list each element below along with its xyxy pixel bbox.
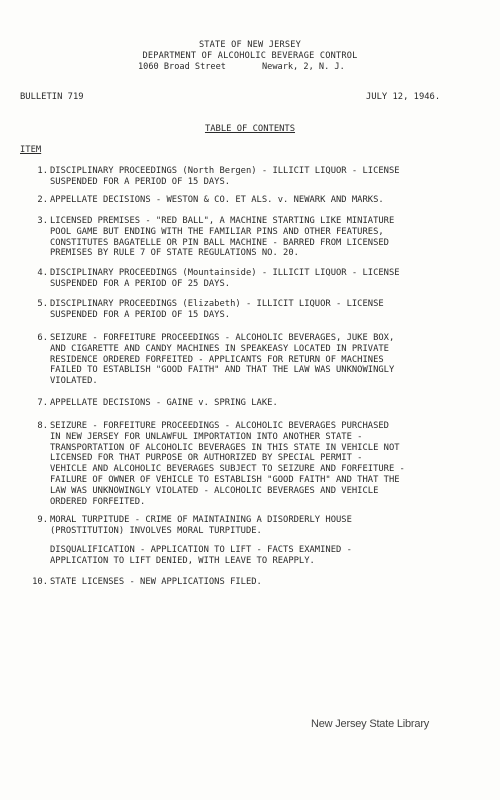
- item-number: 7.: [37, 398, 48, 408]
- table-of-contents-title: TABLE OF CONTENTS: [204, 124, 296, 134]
- item-subtext: DISQUALIFICATION - APPLICATION TO LIFT - FACTS EXAMINED - APPLICATION TO LIFT DENIED, WITH LEAVE TO REAPPLY.: [50, 545, 352, 566]
- item-number: 5.: [37, 299, 48, 309]
- city-address: Newark, 2, N. J.: [262, 62, 345, 72]
- item-text: SEIZURE - FORFEITURE PROCEEDINGS - ALCOHOLIC BEVERAGES PURCHASED IN NEW JERSEY FOR UNLAWFUL IMPORTATION INTO ANOTHER STATE - TRANSPORTATION OF ALCOHOLIC BEVERAGES IN THIS STATE IN VEHICLE NOT LICENSED FOR THAT PURPOSE OR AUTHORIZED BY SPECIAL PERMIT - VEHICLE AND ALCOHOLIC BEVERAGES SUBJECT TO SEIZURE AND FORFEITURE - FAILURE OF OWNER OF VEHICLE TO ESTABLISH "GOOD FAITH" AND THAT THE LAW WAS UNKNOWINGLY VIOLATED - ALCOHOLIC BEVERAGES AND VEHICLE ORDERED FORFEITED.: [50, 421, 405, 507]
- item-text: LICENSED PREMISES - "RED BALL", A MACHINE STARTING LIKE MINIATURE POOL GAME BUT ENDING WITH THE FAMILIAR PINS AND OTHER FEATURES, CONSTITUTES BAGATELLE OR PIN BALL MACHINE - BARRED FROM LICENSED PREMISES BY RULE 7 OF STATE REGULATIONS NO. 20.: [50, 216, 395, 259]
- department-heading: DEPARTMENT OF ALCOHOLIC BEVERAGE CONTROL: [142, 51, 358, 61]
- street-address: 1060 Broad Street: [138, 62, 226, 72]
- item-text: APPELLATE DECISIONS - WESTON & CO. ET ALS. v. NEWARK AND MARKS.: [50, 195, 384, 205]
- item-number: 1.: [37, 166, 48, 176]
- item-text: STATE LICENSES - NEW APPLICATIONS FILED.: [50, 577, 262, 587]
- item-number: 3.: [37, 216, 48, 226]
- item-text: DISCIPLINARY PROCEEDINGS (North Bergen) - ILLICIT LIQUOR - LICENSE SUSPENDED FOR A PERIOD OF 15 DAYS.: [50, 166, 400, 187]
- state-heading: STATE OF NEW JERSEY: [198, 40, 302, 50]
- item-text: APPELLATE DECISIONS - GAINE v. SPRING LAKE.: [50, 398, 278, 408]
- library-stamp: New Jersey State Library: [311, 718, 430, 730]
- item-number: 6.: [37, 333, 48, 343]
- item-number: 4.: [37, 268, 48, 278]
- item-number: 8.: [37, 421, 48, 431]
- item-text: DISCIPLINARY PROCEEDINGS (Mountainside) - ILLICIT LIQUOR - LICENSE SUSPENDED FOR A PERIOD OF 25 DAYS.: [50, 268, 400, 289]
- item-text: MORAL TURPITUDE - CRIME OF MAINTAINING A DISORDERLY HOUSE (PROSTITUTION) INVOLVES MORAL TURPITUDE.: [50, 515, 352, 536]
- item-number: 9.: [37, 515, 48, 525]
- item-number: 10.: [32, 577, 48, 587]
- item-text: DISCIPLINARY PROCEEDINGS (Elizabeth) - ILLICIT LIQUOR - LICENSE SUSPENDED FOR A PERIOD OF 15 DAYS.: [50, 299, 384, 320]
- item-number: 2.: [37, 195, 48, 205]
- bulletin-date: JULY 12, 1946.: [366, 92, 441, 102]
- item-text: SEIZURE - FORFEITURE PROCEEDINGS - ALCOHOLIC BEVERAGES, JUKE BOX, AND CIGARETTE AND CANDY MACHINES IN SPEAKEASY LOCATED IN PRIVATE RESIDENCE ORDERED FORFEITED - APPLICANTS FOR RETURN OF MACHINES FAILED TO ESTABLISH "GOOD FAITH" AND THAT THE LAW WAS UNKNOWINGLY VIOLATED.: [50, 333, 395, 387]
- item-column-header: ITEM: [20, 145, 42, 155]
- bulletin-number: BULLETIN 719: [20, 92, 84, 102]
